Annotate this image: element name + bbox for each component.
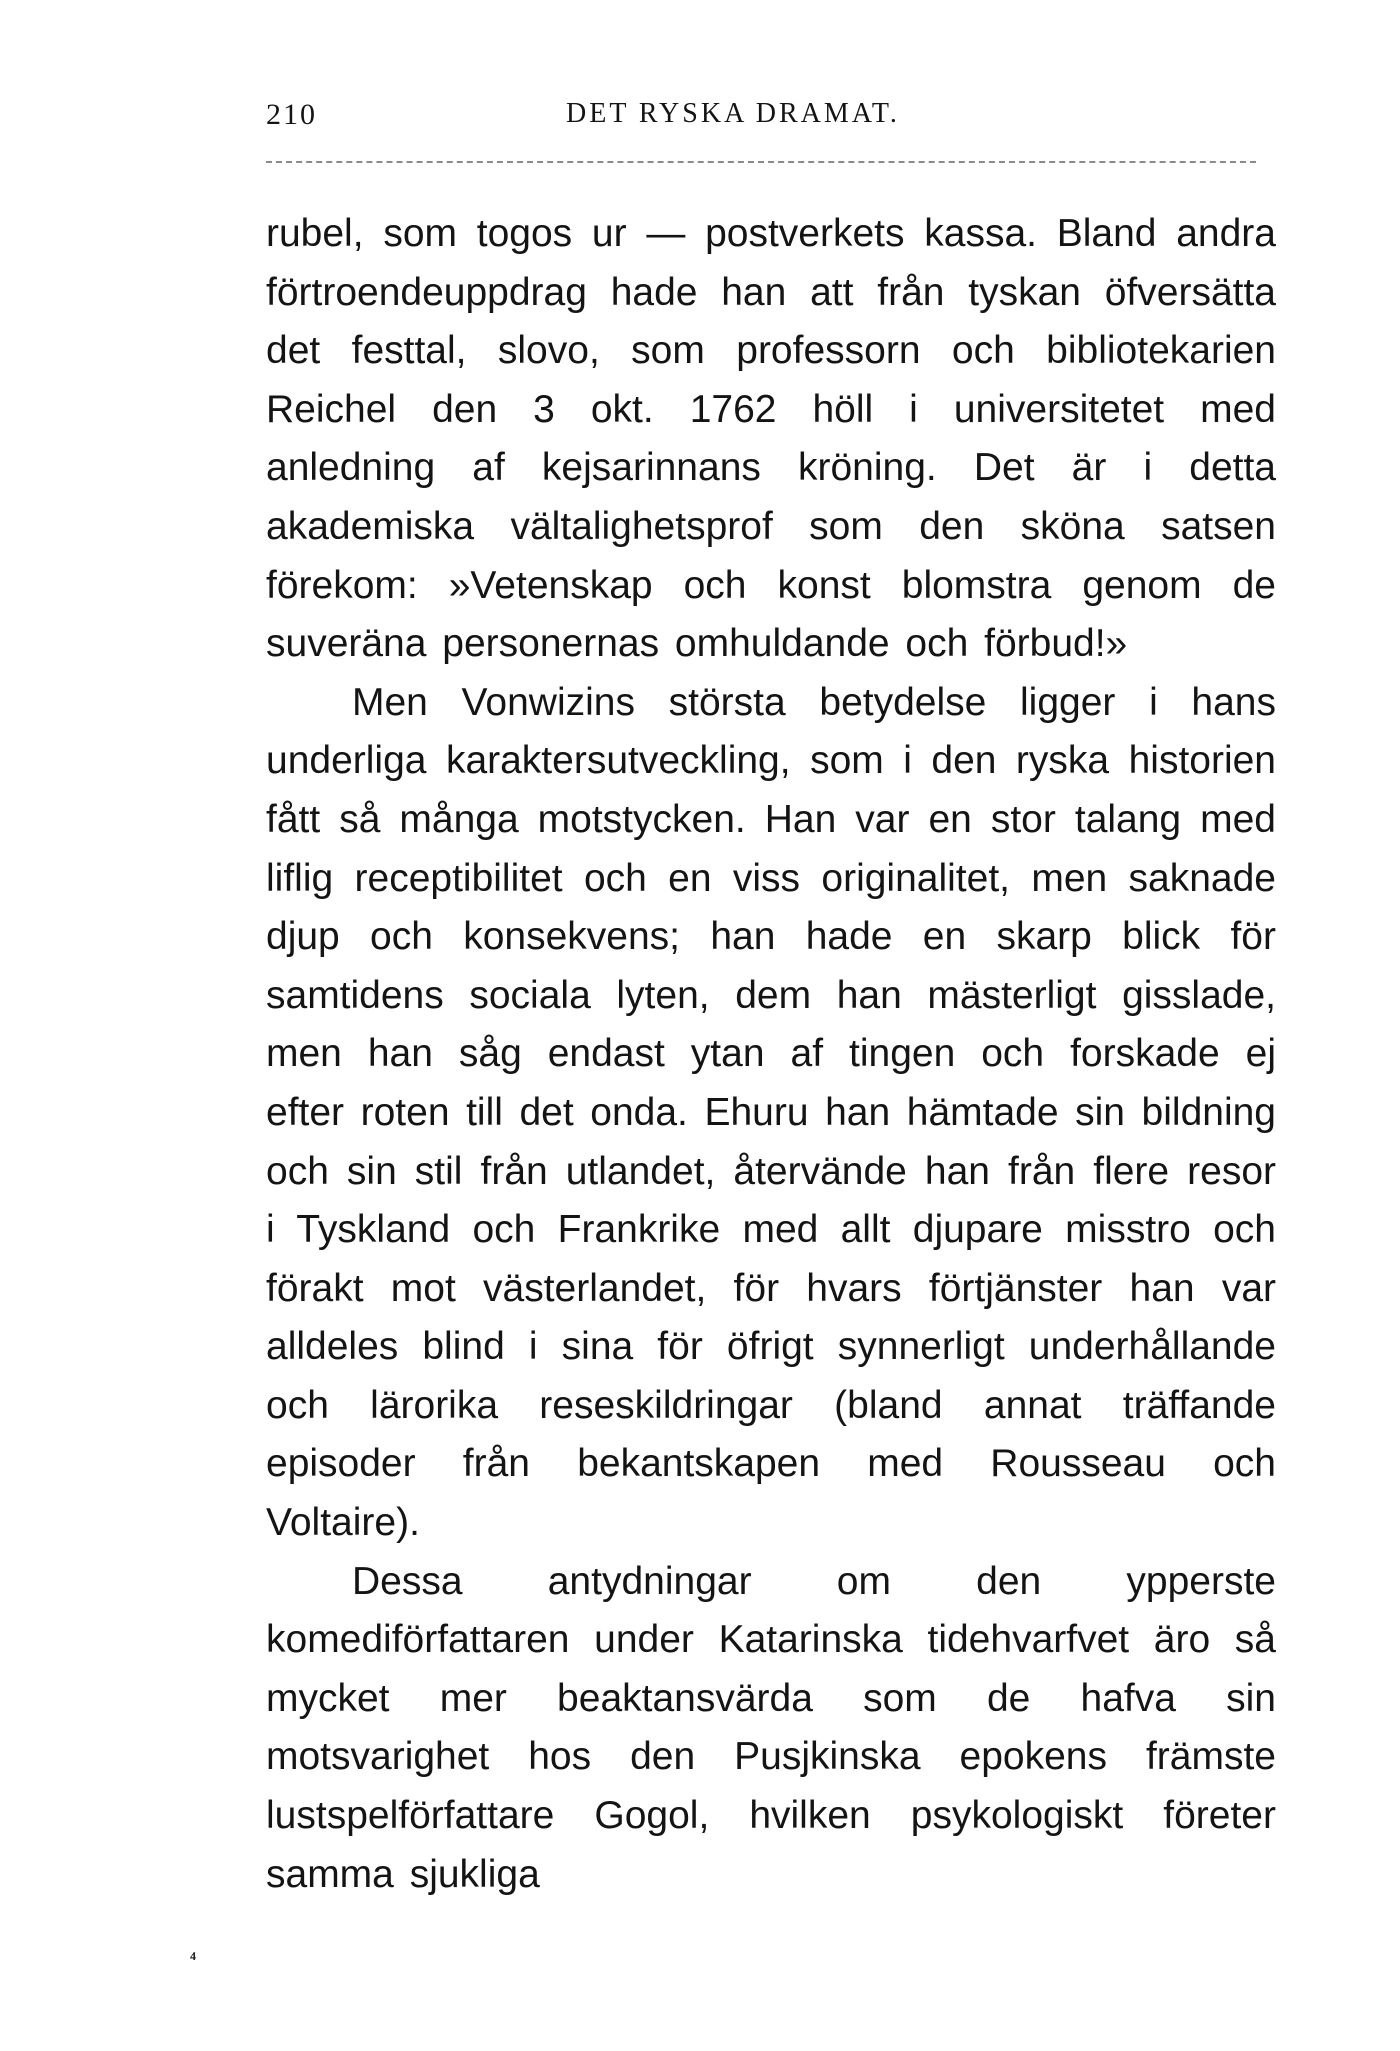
header-rule: [266, 161, 1256, 163]
page-header: [266, 98, 1256, 146]
paragraph-1: rubel, som togos ur — postverkets kassa. Bland andra förtroendeuppdrag hade han att från tyskan öfversätta det festtal, slovo, som professorn och bibliotekarien Reichel den 3 okt. 1762 höll i universitetet med anledning af kejsarinnans kröning. Det är i detta akademiska vältalighetsprof som den sköna satsen förekom: »Vetenskap och konst blomstra genom de suveräna personernas omhuldande och förbud!»: [266, 212, 1276, 666]
margin-mark: ⁴: [190, 1948, 196, 1970]
paragraph-2: Men Vonwizins största betydelse ligger i hans underliga karaktersutveckling, som i den ryska historien fått så många motstycken. Han var en stor talang med liflig receptibilitet och en viss originalitet, men saknade djup och konsekvens; han hade en skarp blick för samtidens sociala lyten, dem han mästerligt gisslade, men han såg endast ytan af tingen och forskade ej efter roten till det onda. Ehuru han hämtade sin bildning och sin stil från utlandet, återvände han från flere resor i Tyskland och Frankrike med allt djupare misstro och förakt mot västerlandet, för hvars förtjänster han var alldeles blind i sina för öfrigt synnerligt underhållande och lärorika reseskildringar (bland annat träffande episoder från bekantskapen med Rousseau och Voltaire).: [266, 680, 1276, 1545]
paragraph-3: Dessa antydningar om den ypperste komediförfattaren under Katarinska tidehvarfvet äro så mycket mer beaktansvärda som de hafva sin motsvarighet hos den Pusjkinska epokens främste lustspelförfattare Gogol, hvilken psykologiskt företer samma sjukliga: [266, 1559, 1276, 1896]
page-number: 210: [266, 98, 317, 131]
running-title: DET RYSKA DRAMAT.: [566, 98, 900, 129]
body-text: [266, 205, 1276, 1904]
